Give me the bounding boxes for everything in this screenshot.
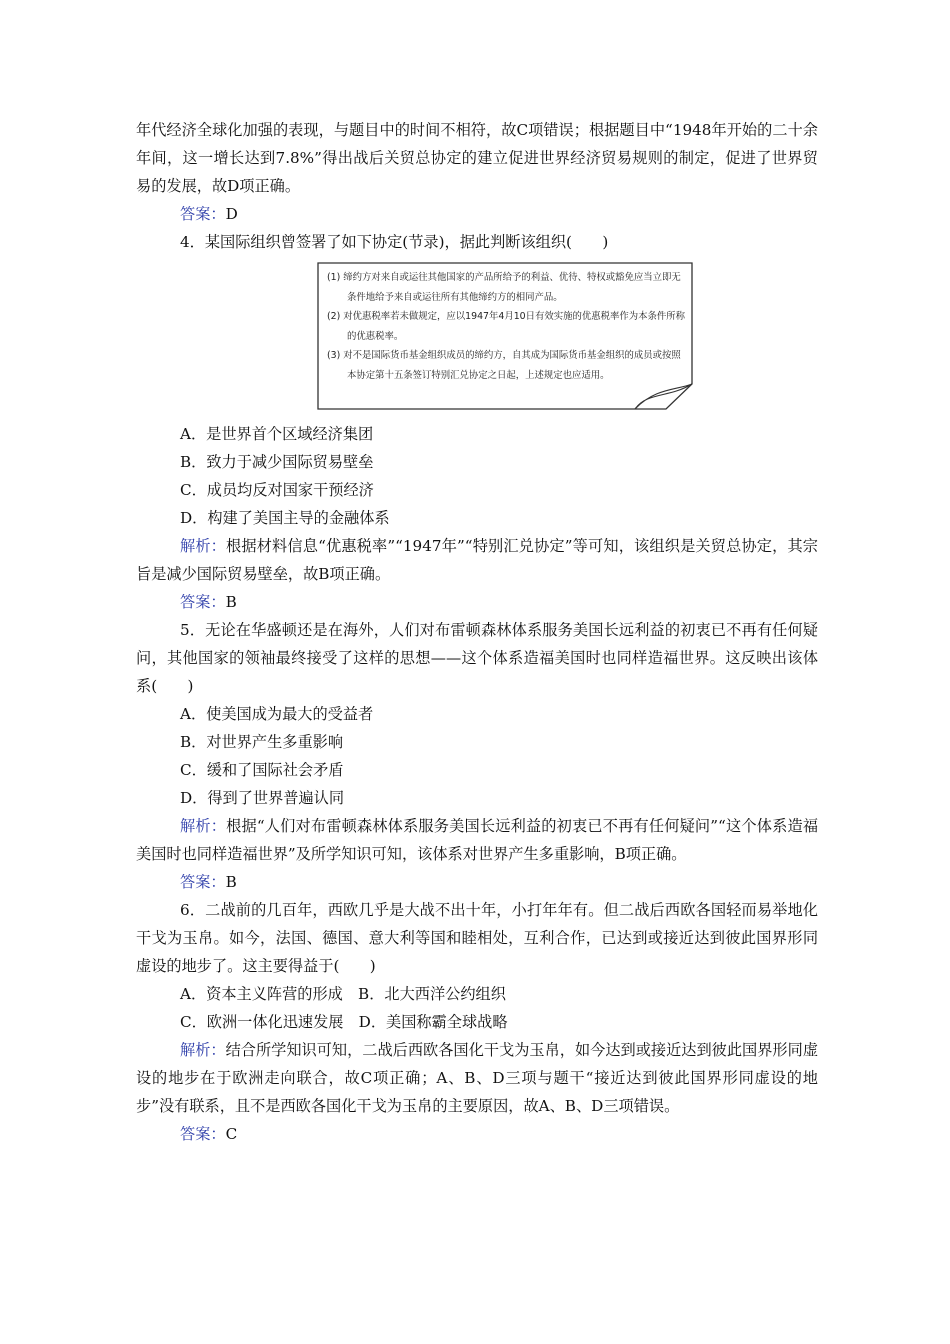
document-content xyxy=(136,116,818,1148)
analysis-text: 根据“人们对布雷顿森林体系服务美国长远利益的初衷已不再有任何疑问”“这个体系造福美国时也同样造福世界”及所学知识可知，该体系对世界产生多重影响，B项正确。 xyxy=(136,817,819,863)
answer-value: C xyxy=(225,1125,238,1143)
q4-option-a: A．是世界首个区域经济集团 xyxy=(180,425,374,443)
excerpt-text xyxy=(327,268,685,385)
excerpt-clause-1: (1) 缔约方对来自或运往其他国家的产品所给予的利益、优待、特权或豁免应当立即无条件地给予来自或运往所有其他缔约方的相同产品。 xyxy=(327,272,681,303)
q4-analysis xyxy=(136,532,818,588)
q5-analysis xyxy=(136,812,818,868)
answer-value: B xyxy=(225,873,237,891)
analysis-label: 解析： xyxy=(180,1041,226,1059)
question-6-stem: 6．二战前的几百年，西欧几乎是大战不出十年，小打年年有。但二战后西欧各国轻而易举地化干戈为玉帛。如今，法国、德国、意大利等国和睦相处，互利合作，已达到或接近达到彼此国界形同虚设的地步了。这主要得益于( ) xyxy=(136,901,818,975)
answer-label: 答案： xyxy=(180,205,226,223)
q6-analysis xyxy=(136,1036,818,1120)
q4-option-c: C．成员均反对国家干预经济 xyxy=(180,481,374,499)
answer-label: 答案： xyxy=(180,593,226,611)
answer-label: 答案： xyxy=(180,1125,226,1143)
analysis-label: 解析： xyxy=(180,537,227,555)
analysis-text: 结合所学知识可知，二战后西欧各国化干戈为玉帛，如今达到或接近达到彼此国界形同虚设的地步在于欧洲走向联合，故C项正确；A、B、D三项与题干“接近达到彼此国界形同虚设的地步”没有联系，且不是西欧各国化干戈为玉帛的主要原因，故A、B、D三项错误。 xyxy=(136,1041,819,1115)
q5-option-a: A．使美国成为最大的受益者 xyxy=(180,705,374,723)
q6-answer xyxy=(136,1120,818,1148)
answer-value: B xyxy=(225,593,237,611)
intro-paragraph: 年代经济全球化加强的表现，与题目中的时间不相符，故C项错误；根据题目中“1948年开始的二十余年间，这一增长达到7.8%”得出战后关贸总协定的建立促进世界经济贸易规则的制定，促进了世界贸易的发展，故D项正确。 xyxy=(136,121,818,195)
analysis-label: 解析： xyxy=(180,817,227,835)
q5-option-c: C．缓和了国际社会矛盾 xyxy=(180,761,344,779)
q4-option-b: B．致力于减少国际贸易壁垒 xyxy=(180,453,374,471)
question-5-stem: 5．无论在华盛顿还是在海外，人们对布雷顿森林体系服务美国长远利益的初衷已不再有任何疑问，其他国家的领袖最终接受了这样的思想——这个体系造福美国时也同样造福世界。这反映出该体系( ) xyxy=(136,621,818,695)
question-4-stem: 4．某国际组织曾签署了如下协定(节录)，据此判断该组织( ) xyxy=(180,233,609,251)
excerpt-clause-2: (2) 对优惠税率若未做规定，应以1947年4月10日有效实施的优惠税率作为本条件所称的优惠税率。 xyxy=(327,311,686,342)
q5-option-d: D．得到了世界普遍认同 xyxy=(180,789,345,807)
q5-answer xyxy=(136,868,818,896)
q4-option-d: D．构建了美国主导的金融体系 xyxy=(180,509,390,527)
excerpt-clause-3: (3) 对不是国际货币基金组织成员的缔约方，自其成为国际货币基金组织的成员或按照本协定第十五条签订特别汇兑协定之日起，上述规定也应适用。 xyxy=(327,350,681,381)
answer-value: D xyxy=(225,205,238,223)
q6-options-row-1: A．资本主义阵营的形成 B．北大西洋公约组织 xyxy=(180,985,506,1003)
answer-label: 答案： xyxy=(180,873,226,891)
analysis-text: 根据材料信息“优惠税率”“1947年”“特别汇兑协定”等可知，该组织是关贸总协定，其宗旨是减少国际贸易壁垒，故B项正确。 xyxy=(136,537,818,583)
q5-option-b: B．对世界产生多重影响 xyxy=(180,733,344,751)
agreement-excerpt-box xyxy=(317,262,693,410)
q4-answer xyxy=(136,588,818,616)
intro-answer xyxy=(136,200,818,228)
q6-options-row-2: C．欧洲一体化迅速发展 D．美国称霸全球战略 xyxy=(180,1013,508,1031)
